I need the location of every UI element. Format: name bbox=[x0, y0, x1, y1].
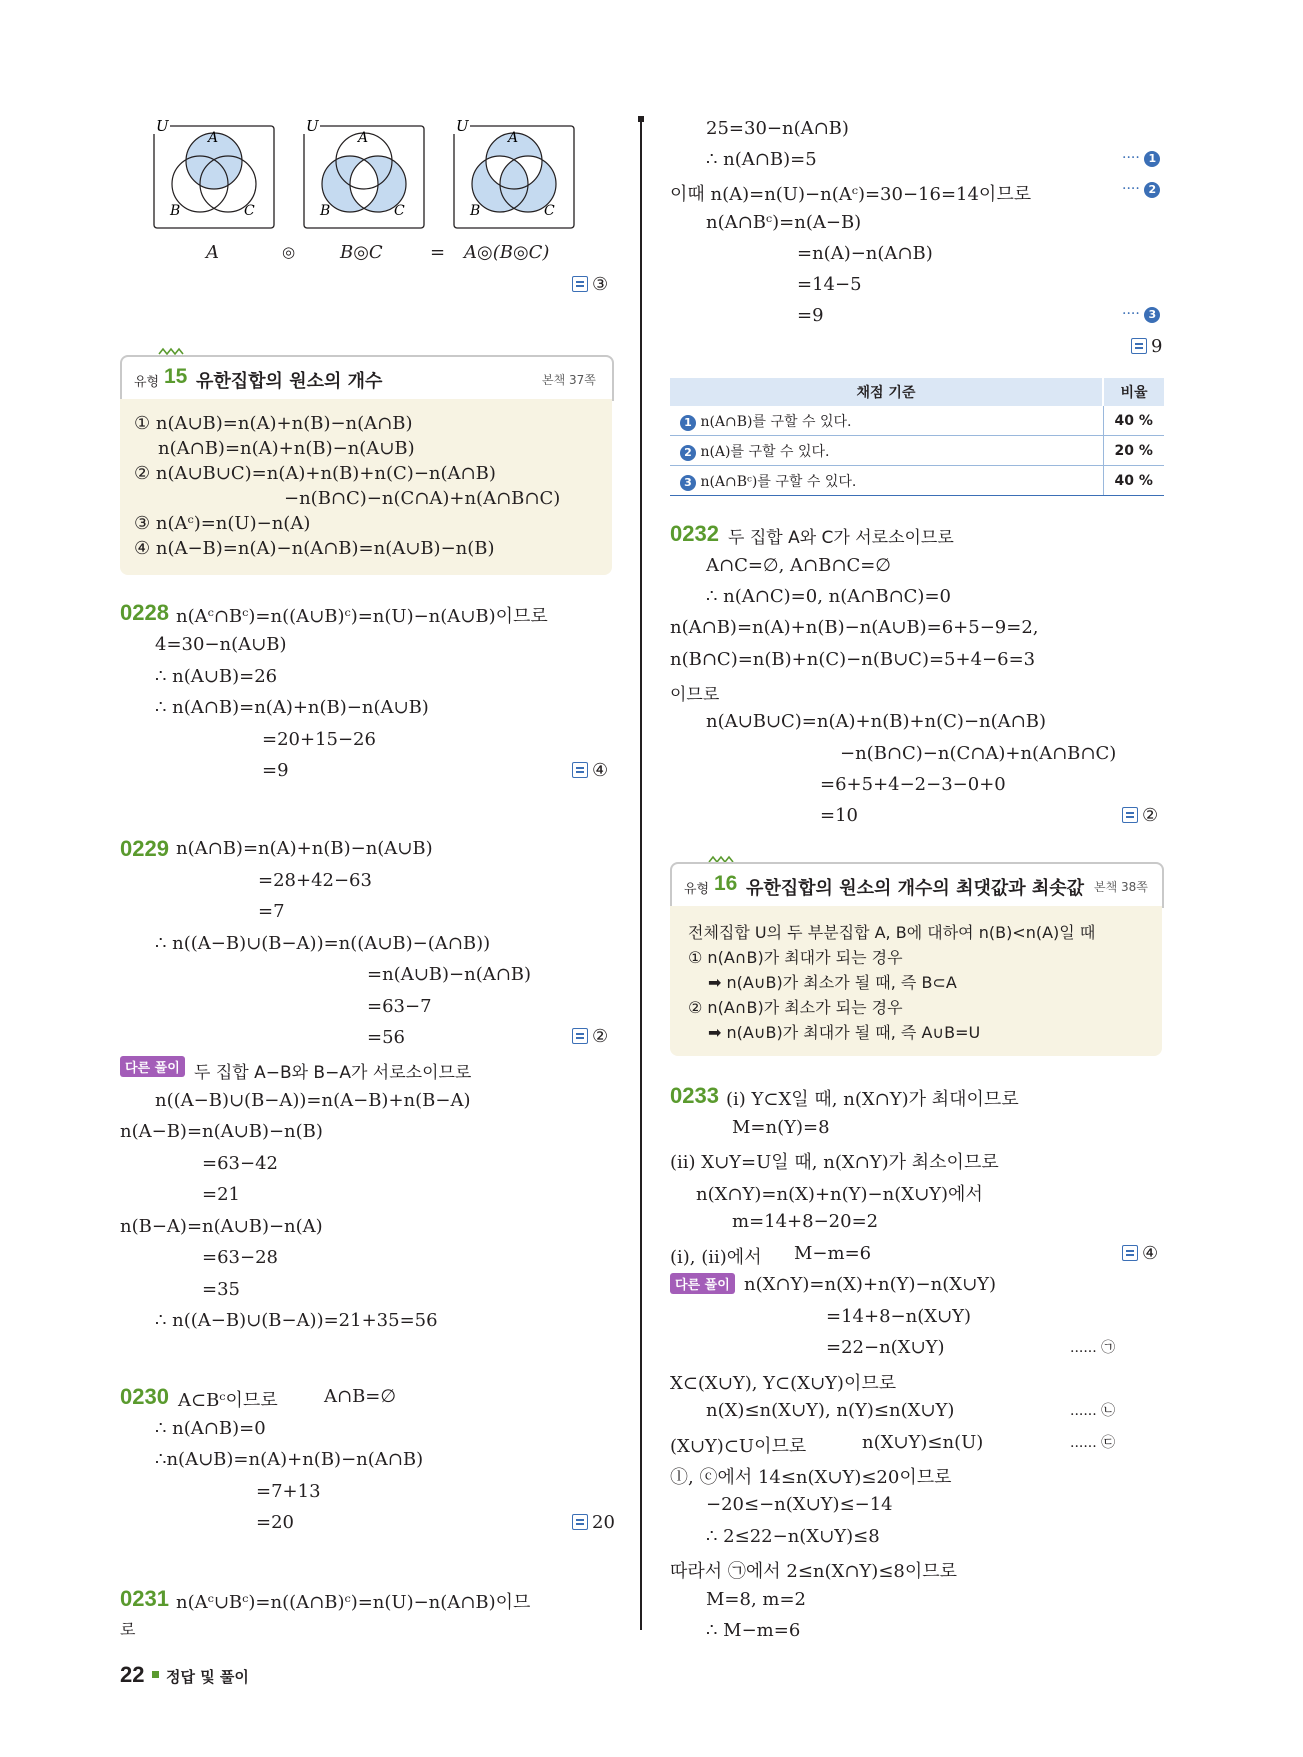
type15-ref: 본책 37쪽 bbox=[542, 373, 596, 387]
problem-number: 0229 bbox=[120, 836, 169, 861]
answer-0231: 9 bbox=[1131, 336, 1162, 357]
note-line: ② n(A∪B∪C)=n(A)+n(B)+n(C)−n(A∩B) bbox=[134, 463, 496, 484]
mark-1: ...... ㉠ bbox=[1070, 1340, 1116, 1356]
solution-line: n(A∩B)=n(A)+n(B)−n(A∪B)=6+5−9=2, bbox=[670, 617, 1039, 638]
venn-label-a: A bbox=[358, 130, 369, 146]
solution-line: 25=30−n(A∩B) bbox=[706, 118, 849, 139]
venn-caption-3: A◎(B◎C) bbox=[464, 242, 550, 263]
type16-ref: 본책 38쪽 bbox=[1094, 880, 1148, 894]
solution-line: 이때 n(A)=n(U)−n(Aᶜ)=30−16=14이므로 bbox=[670, 184, 1032, 205]
problem-number: 0230 bbox=[120, 1384, 169, 1409]
criteria-text: n(A∩Bᶜ)를 구할 수 있다. bbox=[700, 473, 857, 490]
ratio-cell: 40 % bbox=[1103, 466, 1164, 496]
solution-line: 로 bbox=[120, 1620, 136, 1639]
answer-icon bbox=[1131, 338, 1147, 354]
solution-line: 이므로 bbox=[670, 685, 720, 705]
solution-line: =28+42−63 bbox=[258, 870, 372, 891]
table-header-row bbox=[670, 378, 1164, 406]
solution-line: =14−5 bbox=[797, 274, 862, 295]
note-line: ➡ n(A∪B)가 최소가 될 때, 즉 B⊂A bbox=[708, 973, 957, 992]
venn-a-xor-bc bbox=[452, 118, 578, 230]
venn-label-a: A bbox=[208, 130, 219, 146]
solution-line: n((A−B)∪(B−A))=n(A−B)+n(B−A) bbox=[155, 1090, 471, 1111]
note-line: n(A∩B)=n(A)+n(B)−n(A∪B) bbox=[158, 438, 415, 459]
venn-label-b: B bbox=[170, 203, 181, 219]
solution-line: =56 bbox=[367, 1027, 405, 1048]
answer-0233: ④ bbox=[1122, 1243, 1158, 1264]
solution-line: =14+8−n(X∪Y) bbox=[826, 1306, 972, 1327]
type16-title: 유한집합의 원소의 개수의 최댓값과 최솟값 bbox=[746, 878, 1085, 899]
venn-caption-1: A bbox=[206, 242, 219, 263]
venn-label-u: U bbox=[306, 118, 319, 135]
note-line: ④ n(A−B)=n(A)−n(A∩B)=n(A∪B)−n(B) bbox=[134, 538, 495, 559]
venn-label-u: U bbox=[456, 118, 469, 135]
venn-label-a: A bbox=[508, 130, 519, 146]
solution-line: ∴n(A∪B)=n(A)+n(B)−n(A∩B) bbox=[155, 1449, 424, 1470]
footer-square-icon bbox=[152, 1671, 159, 1678]
type15-header bbox=[120, 355, 614, 401]
solution-line: −20≤−n(X∪Y)≤−14 bbox=[706, 1494, 893, 1515]
solution-line: A∩B=∅ bbox=[324, 1386, 397, 1407]
solution-line: ∴ n((A−B)∪(B−A))=n((A∪B)−(A∩B)) bbox=[155, 933, 491, 954]
solution-line: =7 bbox=[258, 901, 285, 922]
problem-number: 0232 bbox=[670, 521, 719, 546]
answer-icon bbox=[1122, 807, 1138, 823]
answer-icon bbox=[1122, 1245, 1138, 1261]
solution-line: n(Aᶜ∪Bᶜ)=n((A∩B)ᶜ)=n(U)−n(A∩B)이므 bbox=[176, 1592, 531, 1613]
solution-line: =9 bbox=[797, 305, 824, 326]
solution-line: ∴ M−m=6 bbox=[706, 1620, 801, 1641]
alt-solution-tag: 다른 풀이 bbox=[670, 1273, 735, 1295]
solution-line: ∴ n(A∩B)=5 bbox=[706, 149, 817, 170]
solution-line: n(A∪B∪C)=n(A)+n(B)+n(C)−n(A∩B) bbox=[706, 711, 1046, 732]
venn-op-2: = bbox=[430, 242, 446, 263]
solution-line: =22−n(X∪Y) bbox=[826, 1337, 945, 1358]
type15-notes bbox=[120, 399, 612, 575]
solution-line: =n(A)−n(A∩B) bbox=[797, 243, 933, 264]
solution-line: =10 bbox=[820, 805, 858, 826]
solution-line: ⓛ, ⓒ에서 14≤n(X∪Y)≤20이므로 bbox=[670, 1467, 952, 1488]
step-marker-1: ···· 1 bbox=[1122, 150, 1160, 167]
solution-line: A⊂Bᶜ이므로 bbox=[178, 1390, 278, 1411]
type16-tag: 유형 bbox=[684, 882, 710, 897]
answer-0230: 20 bbox=[572, 1512, 615, 1533]
note-line: ③ n(Aᶜ)=n(U)−n(A) bbox=[134, 513, 311, 534]
solution-line: M=n(Y)=8 bbox=[732, 1117, 830, 1138]
answer-0228: ④ bbox=[572, 760, 608, 781]
solution-line: n(B−A)=n(A∪B)−n(A) bbox=[120, 1216, 323, 1237]
type15-tag: 유형 bbox=[134, 375, 160, 390]
table-row: 1 n(A∩B)를 구할 수 있다. 40 % bbox=[670, 406, 1164, 436]
solution-line: 따라서 ㉠에서 2≤n(X∩Y)≤8이므로 bbox=[670, 1561, 958, 1582]
venn-label-c: C bbox=[394, 203, 405, 219]
solution-line: 두 집합 A−B와 B−A가 서로소이므로 bbox=[194, 1063, 472, 1083]
venn-a bbox=[152, 118, 278, 230]
solution-line: =35 bbox=[202, 1279, 240, 1300]
venn-caption-2: B◎C bbox=[340, 242, 383, 263]
solution-line: (i), (ii)에서 bbox=[670, 1247, 762, 1268]
table-row: 3 n(A∩Bᶜ)를 구할 수 있다. 40 % bbox=[670, 466, 1164, 496]
solution-line: =n(A∪B)−n(A∩B) bbox=[367, 964, 532, 985]
solution-line: ∴ n((A−B)∪(B−A))=21+35=56 bbox=[155, 1310, 438, 1331]
solution-line: M−m=6 bbox=[794, 1243, 872, 1264]
solution-line: 4=30−n(A∪B) bbox=[155, 634, 287, 655]
solution-line: n(A∩B)=n(A)+n(B)−n(A∪B) bbox=[176, 838, 433, 859]
solution-line: m=14+8−20=2 bbox=[732, 1211, 879, 1232]
solution-line: n(B∩C)=n(B)+n(C)−n(B∪C)=5+4−6=3 bbox=[670, 649, 1036, 670]
alt-solution-tag: 다른 풀이 bbox=[120, 1056, 185, 1078]
footer-label: 정답 및 풀이 bbox=[166, 1668, 249, 1686]
solution-line: M=8, m=2 bbox=[706, 1589, 807, 1610]
solution-line: −n(B∩C)−n(C∩A)+n(A∩B∩C) bbox=[840, 743, 1117, 764]
answer-icon bbox=[572, 1514, 588, 1530]
page-number: 22 bbox=[120, 1662, 145, 1687]
answer-icon bbox=[572, 1028, 588, 1044]
mark-3: ...... ㉢ bbox=[1070, 1435, 1116, 1451]
mark-2: ...... ㉡ bbox=[1070, 1403, 1116, 1419]
type15-title: 유한집합의 원소의 개수 bbox=[196, 371, 383, 392]
note-line: ① n(A∩B)가 최대가 되는 경우 bbox=[688, 948, 903, 967]
solution-line: ∴ n(A∩C)=0, n(A∩B∩C)=0 bbox=[706, 586, 951, 607]
type16-header bbox=[670, 862, 1164, 908]
step-marker-3: ···· 3 bbox=[1122, 306, 1160, 323]
header-criteria: 채점 기준 bbox=[670, 378, 1103, 406]
venn-b-xor-c bbox=[302, 118, 428, 230]
answer-icon bbox=[572, 276, 588, 292]
solution-line: n(X∪Y)≤n(U) bbox=[862, 1432, 984, 1453]
answer-0232: ② bbox=[1122, 805, 1158, 826]
note-line: ➡ n(A∪B)가 최대가 될 때, 즉 A∪B=U bbox=[708, 1023, 981, 1042]
note-line: ② n(A∩B)가 최소가 되는 경우 bbox=[688, 998, 903, 1017]
grading-table bbox=[670, 378, 1164, 496]
divider-cap bbox=[638, 116, 644, 122]
solution-line: ∴ 2≤22−n(X∪Y)≤8 bbox=[706, 1526, 880, 1547]
solution-line: n(X∩Y)=n(X)+n(Y)−n(X∪Y) bbox=[744, 1274, 997, 1295]
solution-line: =20 bbox=[256, 1512, 294, 1533]
answer-venn: ③ bbox=[572, 274, 608, 295]
table-row: 2 n(A)를 구할 수 있다. 20 % bbox=[670, 436, 1164, 466]
solution-line: (X∪Y)⊂U이므로 bbox=[670, 1436, 807, 1457]
ratio-cell: 40 % bbox=[1103, 406, 1164, 436]
note-line: −n(B∩C)−n(C∩A)+n(A∩B∩C) bbox=[284, 488, 561, 509]
answer-icon bbox=[572, 762, 588, 778]
solution-line: n(X)≤n(X∪Y), n(Y)≤n(X∪Y) bbox=[706, 1400, 955, 1421]
solution-line: n(X∩Y)=n(X)+n(Y)−n(X∪Y)에서 bbox=[696, 1184, 983, 1205]
solution-line: X⊂(X∪Y), Y⊂(X∪Y)이므로 bbox=[670, 1373, 897, 1394]
header-ratio: 비율 bbox=[1103, 378, 1164, 406]
problem-number: 0228 bbox=[120, 600, 169, 625]
venn-label-c: C bbox=[544, 203, 555, 219]
solution-line: =63−42 bbox=[202, 1153, 278, 1174]
venn-label-b: B bbox=[470, 203, 481, 219]
solution-line: =63−28 bbox=[202, 1247, 278, 1268]
solution-line: =21 bbox=[202, 1184, 240, 1205]
solution-line: 두 집합 A와 C가 서로소이므로 bbox=[728, 528, 954, 548]
solution-line: =9 bbox=[262, 760, 289, 781]
problem-number: 0231 bbox=[120, 1586, 169, 1611]
venn-label-b: B bbox=[320, 203, 331, 219]
solution-line: ∴ n(A∩B)=0 bbox=[155, 1418, 266, 1439]
solution-line: ∴ n(A∪B)=26 bbox=[155, 666, 278, 687]
step-marker-2: ···· 2 bbox=[1122, 181, 1160, 198]
venn-label-c: C bbox=[244, 203, 255, 219]
solution-line: =7+13 bbox=[256, 1481, 321, 1502]
solution-line: =63−7 bbox=[367, 996, 432, 1017]
answer-0229: ② bbox=[572, 1026, 608, 1047]
solution-line: =6+5+4−2−3−0+0 bbox=[820, 774, 1006, 795]
solution-line: n(A−B)=n(A∪B)−n(B) bbox=[120, 1121, 323, 1142]
type15-num: 15 bbox=[164, 365, 188, 388]
note-line: ① n(A∪B)=n(A)+n(B)−n(A∩B) bbox=[134, 413, 413, 434]
solution-line: ∴ n(A∩B)=n(A)+n(B)−n(A∪B) bbox=[155, 697, 429, 718]
venn-label-u: U bbox=[156, 118, 169, 135]
solution-line: A∩C=∅, A∩B∩C=∅ bbox=[706, 555, 891, 576]
type16-num: 16 bbox=[714, 872, 738, 895]
solution-line: (ii) X∪Y=U일 때, n(X∩Y)가 최소이므로 bbox=[670, 1152, 999, 1173]
criteria-text: n(A∩B)를 구할 수 있다. bbox=[700, 413, 852, 430]
solution-line: =20+15−26 bbox=[262, 729, 376, 750]
column-divider bbox=[640, 118, 642, 1630]
solution-line: n(A∩Bᶜ)=n(A−B) bbox=[706, 212, 862, 233]
type16-notes bbox=[670, 906, 1162, 1056]
criteria-text: n(A)를 구할 수 있다. bbox=[700, 443, 830, 460]
note-line: 전체집합 U의 두 부분집합 A, B에 대하여 n(B)<n(A)일 때 bbox=[688, 923, 1096, 942]
solution-line: n(Aᶜ∩Bᶜ)=n((A∪B)ᶜ)=n(U)−n(A∪B)이므로 bbox=[176, 606, 548, 627]
solution-line: (i) Y⊂X일 때, n(X∩Y)가 최대이므로 bbox=[726, 1089, 1019, 1110]
ratio-cell: 20 % bbox=[1103, 436, 1164, 466]
venn-op-1: ◎ bbox=[282, 243, 296, 261]
problem-number: 0233 bbox=[670, 1083, 719, 1108]
